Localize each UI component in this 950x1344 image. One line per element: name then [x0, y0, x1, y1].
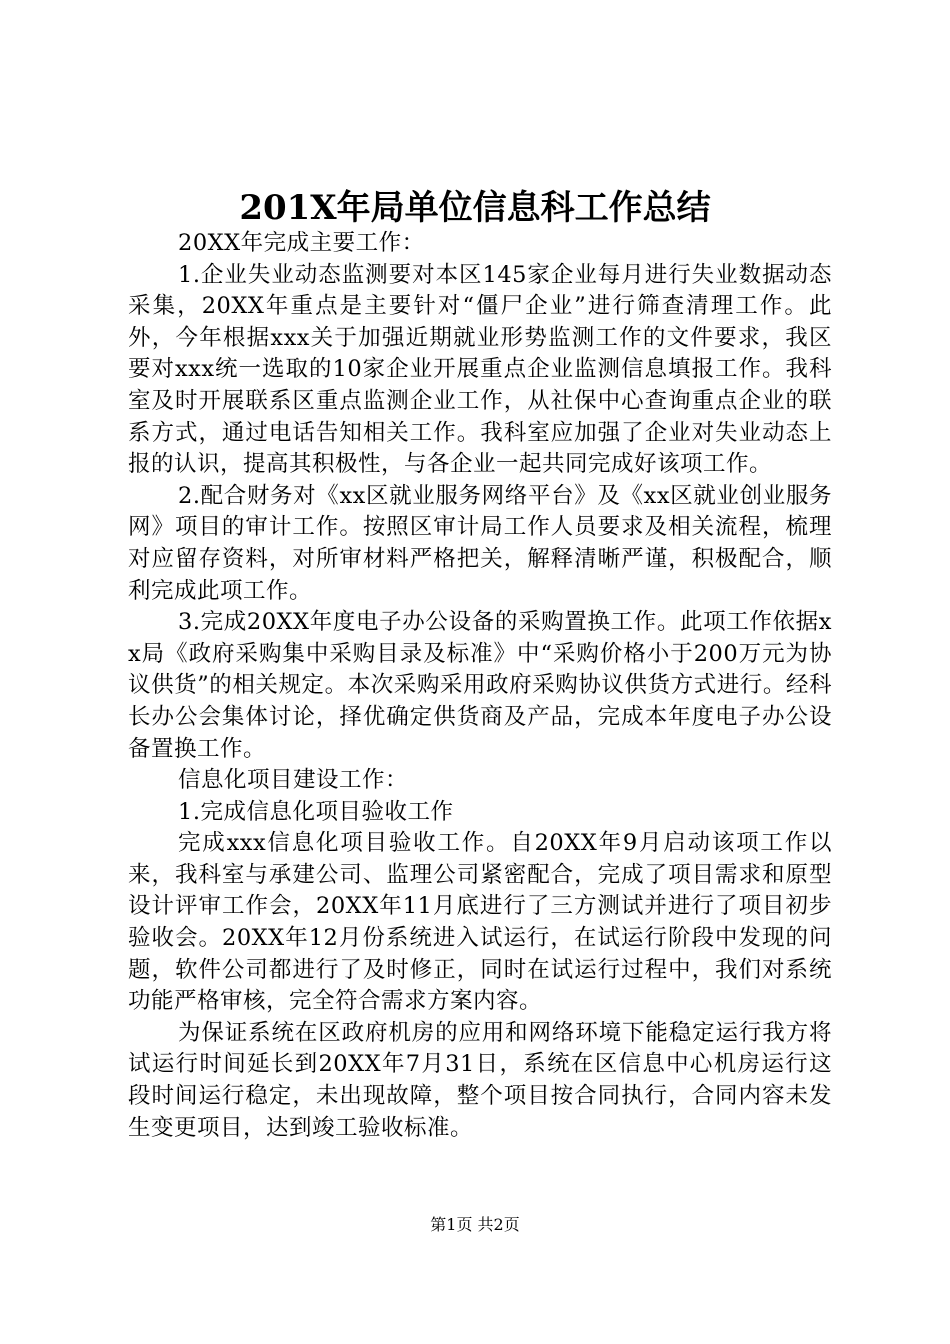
document-title: 201X年局单位信息科工作总结 [239, 188, 711, 228]
subheading-project-acceptance: 1.完成信息化项目验收工作 [178, 798, 454, 825]
page-footer: 第1页 共2页 [430, 1215, 520, 1234]
paragraph-unemployment-monitoring: 1.企业失业动态监测要对本区145家企业每月进行失业数据动态采集，20XX年重点是主要针对“僵尸企业”进行筛查清理工作。此外，今年根据xxx关于加强近期就业形势监测工作的文件要求，我区要对xxx统一选取的10家企业开展重点企业监测信息填报工作。我科室及时开展联系区重点监测企业工作，从社保中心查询重点企业的联系方式，通过电话告知相关工作。我科室应加强了企业对失业动态上报的认识，提高其积极性，与各企业一起共同完成好该项工作。 [128, 261, 832, 478]
section-heading-main-work: 20XX年完成主要工作： [178, 230, 425, 256]
section-heading-it-projects: 信息化项目建设工作： [178, 767, 409, 794]
paragraph-project-acceptance: 完成xxx信息化项目验收工作。自20XX年9月启动该项工作以来，我科室与承建公司、监理公司紧密配合，完成了项目需求和原型设计评审工作会，20XX年11月底进行了三方测试并进行了项目初步验收会。20XX年12月份系统进入试运行，在试运行阶段中发现的问题，软件公司都进行了及时修正，同时在试运行过程中，我们对系统功能严格审核，完全符合需求方案内容。 [128, 830, 832, 1015]
paragraph-equipment-procurement: 3.完成20XX年度电子办公设备的采购置换工作。此项工作依据xx局《政府采购集中采购目录及标准》中“采购价格小于200万元为协议供货”的相关规定。本次采购采用政府采购协议供货方式进行。经科长办公会集体讨论，择优确定供货商及产品，完成本年度电子办公设备置换工作。 [128, 609, 832, 762]
paragraph-audit-cooperation: 2.配合财务对《xx区就业服务网络平台》及《xx区就业创业服务网》项目的审计工作。按照区审计局工作人员要求及相关流程，梳理对应留存资料，对所审材料严格把关，解释清晰严谨，积极配合，顺利完成此项工作。 [128, 482, 832, 604]
document-body [128, 228, 832, 1144]
paragraph-trial-operation: 为保证系统在区政府机房的应用和网络环境下能稳定运行我方将试运行时间延长到20XX年7月31日，系统在区信息中心机房运行这段时间运行稳定，未出现故障，整个项目按合同执行，合同内容未发生变更项目，达到竣工验收标准。 [128, 1019, 832, 1141]
